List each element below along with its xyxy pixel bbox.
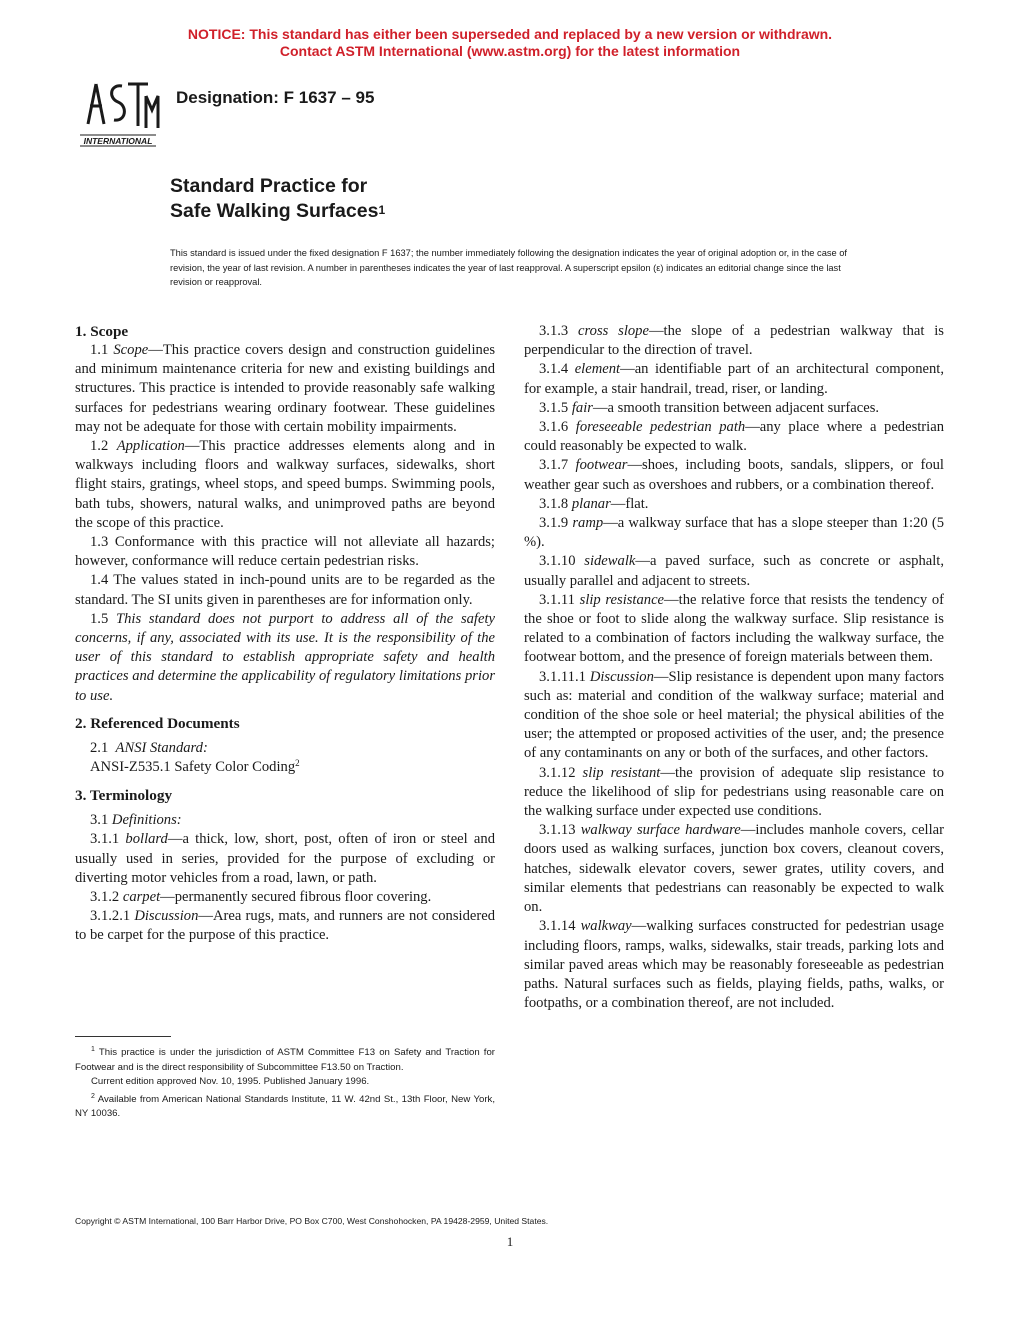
right-column — [524, 322, 944, 1013]
clause-3-1-14: 3.1.14 walkway—walking surfaces constructed for pedestrian usage including floors, ramps, walks, sidewalks, stair treads, parking lots and similar paved areas which may be reasonably foreseeable as pedestrian paths. Natural surfaces such as fields, playing fields, paths, walks, or footpaths, or a combination thereof, are not included. — [524, 918, 944, 1012]
clause-1-2: 1.2 Application—This practice addresses elements along and in walkways including floors and walkway surfaces, sidewalks, short flight stairs, gratings, wheel stops, and speed bumps. Swimming pools, bath tubs, showers, natural walks, and unimproved paths are beyond the scope of this practice. — [75, 438, 495, 531]
footnote-2: $^2$ Available from American National Standards Institute, 11 W. 42nd St., 13th Floor, New York, NY 10036. — [75, 1092, 495, 1120]
clause-3-1: 3.1 Definitions: — [90, 812, 182, 829]
notice-line-2: Contact ASTM International (www.astm.org) for the latest information — [279, 43, 741, 59]
clause-3-1-4: 3.1.4 element—an identifiable part of an architectural component, for example, a stair handrail, tread, riser, or landing. — [524, 361, 944, 397]
title-main: Safe Walking Surfaces — [170, 200, 379, 222]
title-footnote-mark: 1 — [378, 203, 386, 217]
notice-line-1: NOTICE: This standard has either been superseded and replaced by a new version or withdrawn. — [187, 26, 833, 42]
clause-1-4: 1.4 The values stated in inch-pound units are to be regarded as the standard. The SI units given in parentheses are for information only. — [75, 572, 495, 608]
clause-3-1-3: 3.1.3 cross slope—the slope of a pedestrian walkway that is perpendicular to the direction of travel. — [524, 323, 944, 359]
section-heading-terminology: 3. Terminology — [75, 787, 173, 805]
clause-3-1-10: 3.1.10 sidewalk—a paved surface, such as concrete or asphalt, usually parallel and adjacent to streets. — [524, 553, 945, 589]
designation: Designation: F 1637 – 95 — [176, 88, 375, 107]
section-heading-scope: 1. Scope — [75, 323, 129, 340]
left-column — [75, 322, 495, 946]
clause-3-1-7: 3.1.7 footwear—shoes, including boots, sandals, slippers, or foul weather gear such as overshoes and rubbers, or a combination thereof. — [524, 457, 944, 493]
clause-3-1-9: 3.1.9 ramp—a walkway surface that has a slope steeper than 1:20 (5 %). — [524, 515, 944, 551]
astm-logo — [76, 76, 160, 148]
clause-3-1-8: 3.1.8 planar—flat. — [539, 495, 649, 512]
clause-3-1-1: 3.1.1 bollard—a thick, low, short, post, often of iron or steel and usually used in series, provided for the purpose of excluding or diverting motor vehicles from a road, lawn, or path. — [75, 831, 495, 886]
footnote-1-edition: Current edition approved Nov. 10, 1995. Published January 1996. — [91, 1076, 370, 1088]
footnote-1: $^1$ This practice is under the jurisdiction of ASTM Committee F13 on Safety and Traction for Footwear and is the direct responsibility of Subcommittee F13.50 on Traction. — [75, 1046, 496, 1073]
clause-3-1-2-1: 3.1.2.1 Discussion—Area rugs, mats, and runners are not considered to be carpet for the purpose of this practice. — [75, 908, 495, 944]
footnote-rule — [75, 1036, 171, 1037]
issue-note: This standard is issued under the fixed designation F 1637; the number immediately following the designation indicates the year of original adoption or, in the case of revision, the year of last revision. A number in parentheses indicates the year of last reapproval. A superscript epsilon (ε) indicates an editorial change since the last revision or reapproval. — [170, 248, 848, 287]
section-heading-referenced-documents: 2. Referenced Documents — [75, 714, 240, 732]
clause-3-1-12: 3.1.12 slip resistant—the provision of adequate slip resistance to reduce the likelihood of slip for pedestrians using reasonable care on the walking surface under expected use conditions. — [524, 764, 945, 820]
notice-banner — [0, 26, 1020, 60]
clause-3-1-13: 3.1.13 walkway surface hardware—includes manhole covers, cellar doors used as walking surfaces, junction box covers, cleanout covers, hatches, sidewalk elevator covers, sewer grates, utility covers, and similar elements that pedestrians can reasonably be expected to walk on. — [524, 822, 944, 916]
clause-2-1: 2.1 ANSI Standard: — [90, 739, 208, 756]
copyright: Copyright © ASTM International, 100 Barr Harbor Drive, PO Box C700, West Conshohocken, PA 19428-2959, United States. — [75, 1216, 549, 1226]
page-number: 1 — [506, 1234, 514, 1249]
clause-3-1-2: 3.1.2 carpet—permanently secured fibrous floor covering. — [90, 889, 432, 906]
clause-1-3: 1.3 Conformance with this practice will not alleviate all hazards; however, conformance will reduce certain pedestrian risks. — [75, 534, 495, 570]
title-line-1: Standard Practice for — [170, 175, 368, 197]
clause-3-1-11: 3.1.11 slip resistance—the relative force that resists the tendency of the shoe or foot to slide along the walkway surface. Slip resistance is related to a combination of factors including the walkway surface, the footwear bottom, and the presence of foreign materials between them. — [524, 591, 944, 666]
title-line-2 — [170, 199, 385, 226]
logo-text: INTERNATIONAL — [83, 136, 153, 146]
clause-1-1: 1.1 Scope—This practice covers design and construction guidelines and minimum maintenance criteria for new and existing buildings and structures. This practice is intended to provide reasonably safe walking surfaces for pedestrians wearing ordinary footwear. These guidelines may not be adequate for those with certain mobility impairments. — [75, 342, 496, 435]
clause-3-1-6: 3.1.6 foreseeable pedestrian path—any place where a pedestrian could reasonably be expected to walk. — [524, 419, 944, 455]
document-title — [170, 174, 385, 226]
clause-3-1-11-1: 3.1.11.1 Discussion—Slip resistance is dependent upon many factors such as: material and condition of the walkway surface; material and condition of the shoe sole or heel material; the physical abilities of the user; the attempted or proposed activities of the user, and; the presence of any contaminants on any or both of the surfaces, and other factors. — [524, 668, 945, 762]
clause-3-1-5: 3.1.5 fair—a smooth transition between adjacent surfaces. — [539, 399, 880, 416]
clause-1-5: 1.5 This standard does not purport to address all of the safety concerns, if any, associated with its use. It is the responsibility of the user of this standard to establish appropriate safety and health practices and determine the applicability of regulatory limitations prior to use. — [75, 610, 495, 704]
footnotes — [75, 1036, 495, 1122]
ansi-reference: ANSI-Z535.1 Safety Color Coding$^2$ — [90, 758, 300, 776]
